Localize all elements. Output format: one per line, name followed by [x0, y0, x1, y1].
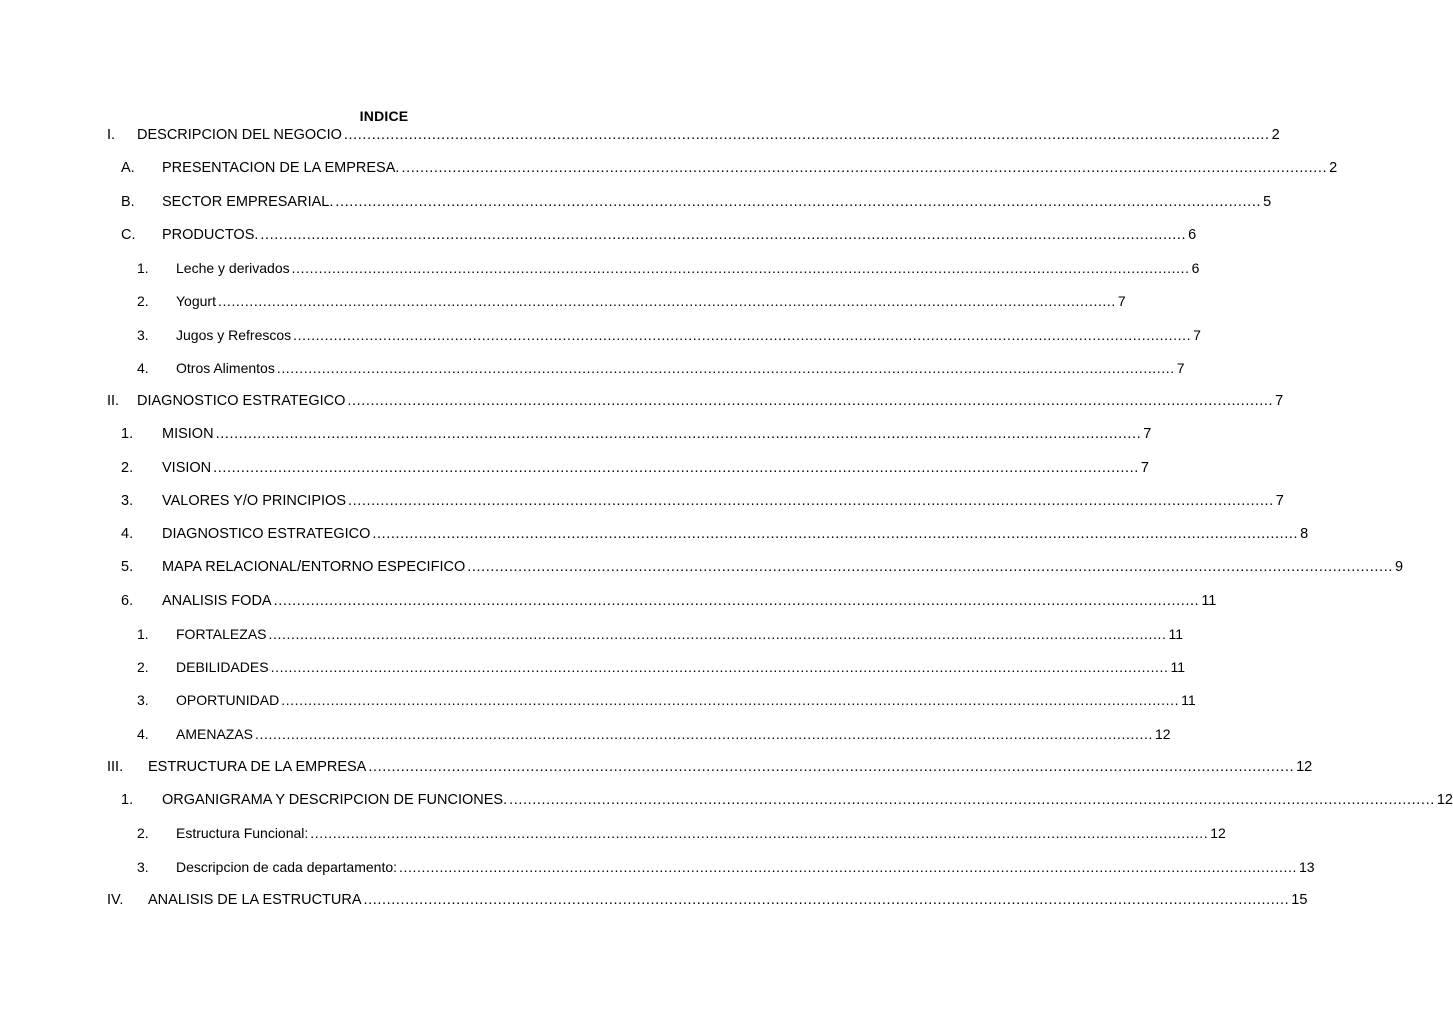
toc-entry[interactable] [121, 525, 1309, 543]
toc-leader-dots: ........................................................................................................................................................................................................ [213, 459, 1139, 476]
toc-entry[interactable] [137, 658, 1186, 676]
toc-entry-text: Otros Alimentos [176, 359, 275, 376]
toc-page-number: 2 [1329, 160, 1338, 177]
toc-entry[interactable] [107, 891, 1308, 909]
toc-leader-dots: ........................................................................................................................................................................................................ [372, 526, 1299, 542]
toc-entry-text: PRESENTACION DE LA EMPRESA. [162, 160, 400, 177]
toc-entry-text: ESTRUCTURA DE LA EMPRESA [148, 758, 367, 775]
toc-leader-dots: ........................................................................................................................................................................................................ [268, 625, 1167, 642]
toc-entry-number: 3. [137, 326, 149, 343]
toc-entry-text: Jugos y Refrescos [176, 326, 292, 343]
toc-page-number: 8 [1300, 526, 1309, 542]
toc-entry-number: 2. [137, 659, 149, 675]
toc-entry[interactable] [137, 292, 1126, 310]
toc-page-number: 7 [1117, 293, 1126, 310]
toc-entry[interactable] [121, 459, 1149, 477]
toc-entry-number: 2. [121, 459, 134, 476]
toc-page-number: 11 [1201, 592, 1217, 609]
toc-entry-number: 1. [137, 260, 149, 276]
toc-page-number: 7 [1143, 426, 1152, 443]
toc-entry-text: DIAGNOSTICO ESTRATEGICO [137, 393, 346, 409]
toc-entry-text: MISION [162, 426, 214, 443]
toc-entry[interactable] [121, 791, 1453, 809]
toc-entry[interactable] [107, 126, 1280, 144]
toc-entry-number: 3. [137, 858, 149, 875]
toc-entry-number: 5. [121, 559, 134, 576]
toc-entry-number: C. [121, 226, 136, 243]
toc-leader-dots: ........................................................................................................................................................................................................ [335, 193, 1262, 210]
toc-entry-number: 2. [137, 825, 149, 842]
toc-entry[interactable] [137, 725, 1171, 743]
toc-entry-number: 3. [137, 692, 149, 709]
toc-entry-text: DESCRIPCION DEL NEGOCIO [137, 127, 342, 143]
toc-entry-text: ORGANIGRAMA Y DESCRIPCION DE FUNCIONES. [162, 792, 508, 808]
toc-entry-number: B. [121, 193, 135, 210]
toc-entry-text: Descripcion de cada departamento: [176, 858, 398, 875]
toc-leader-dots: ........................................................................................................................................................................................................ [347, 393, 1274, 409]
toc-entry[interactable] [121, 425, 1152, 443]
toc-leader-dots: ........................................................................................................................................................................................................ [343, 127, 1270, 143]
toc-leader-dots: ........................................................................................................................................................................................................ [467, 559, 1393, 576]
toc-page-number: 6 [1188, 226, 1197, 243]
toc-leader-dots: ........................................................................................................................................................................................................ [509, 792, 1435, 808]
toc-page-number: 11 [1170, 659, 1186, 675]
toc-leader-dots: ........................................................................................................................................................................................................ [293, 326, 1192, 343]
toc-entry[interactable] [107, 392, 1284, 410]
toc-entry-number: 3. [121, 492, 134, 509]
toc-entry-number: 4. [121, 526, 134, 542]
toc-page-number: 12 [1296, 758, 1313, 775]
toc-entry-number: II. [107, 393, 120, 409]
toc-entry-text: PRODUCTOS. [162, 226, 259, 243]
toc-leader-dots: ........................................................................................................................................................................................................ [217, 293, 1116, 310]
toc-leader-dots: ........................................................................................................................................................................................................ [363, 891, 1290, 908]
toc-leader-dots: ........................................................................................................................................................................................................ [368, 758, 1295, 775]
toc-entry-number: 1. [121, 792, 134, 808]
toc-entry-number: 1. [137, 625, 149, 642]
toc-entry[interactable] [137, 259, 1200, 277]
toc-entry[interactable] [137, 858, 1315, 876]
toc-leader-dots: ........................................................................................................................................................................................................ [401, 160, 1328, 177]
toc-entry-text: Estructura Funcional: [176, 825, 309, 842]
toc-page-number: 7 [1140, 459, 1149, 476]
toc-leader-dots: ........................................................................................................................................................................................................ [215, 426, 1142, 443]
toc-entry-text: ANALISIS FODA [162, 592, 272, 609]
toc-page-number: 12 [1436, 792, 1453, 808]
toc-page-number: 7 [1193, 326, 1201, 343]
toc-title: INDICE [359, 108, 409, 124]
toc-entry[interactable] [137, 359, 1185, 377]
toc-leader-dots: ........................................................................................................................................................................................................ [310, 825, 1209, 842]
toc-entry-text: DEBILIDADES [176, 659, 269, 675]
toc-page-number: 12 [1210, 825, 1226, 842]
toc-entry-text: MAPA RELACIONAL/ENTORNO ESPECIFICO [162, 559, 466, 576]
toc-leader-dots: ........................................................................................................................................................................................................ [273, 592, 1200, 609]
toc-entry[interactable] [107, 758, 1313, 776]
toc-entry[interactable] [121, 159, 1338, 177]
toc-entry-number: 6. [121, 592, 134, 609]
toc-entry-number: I. [107, 127, 116, 143]
toc-page-number: 7 [1275, 492, 1284, 509]
toc-page-number: 11 [1168, 625, 1183, 642]
toc-page-number: 7 [1275, 393, 1284, 409]
toc-entry[interactable] [121, 592, 1217, 610]
toc-page-number: 6 [1191, 260, 1200, 276]
toc-entry[interactable] [121, 492, 1284, 510]
toc-entry[interactable] [137, 326, 1201, 344]
toc-page-number: 5 [1263, 193, 1272, 210]
toc-leader-dots: ........................................................................................................................................................................................................ [399, 858, 1297, 875]
toc-entry[interactable] [137, 625, 1183, 643]
toc-entry-number: IV. [107, 891, 124, 908]
toc-leader-dots: ........................................................................................................................................................................................................ [270, 659, 1169, 675]
toc-entry-number: 2. [137, 293, 149, 310]
toc-entry-text: Leche y derivados [176, 260, 290, 276]
toc-entry-text: VALORES Y/O PRINCIPIOS [162, 492, 346, 509]
toc-entry-text: OPORTUNIDAD [176, 692, 280, 709]
toc-entry-number: 4. [137, 725, 149, 742]
toc-entry[interactable] [137, 691, 1196, 709]
toc-entry-text: Yogurt [176, 293, 216, 310]
toc-leader-dots: ........................................................................................................................................................................................................ [260, 226, 1187, 243]
toc-page-number: 9 [1394, 559, 1404, 576]
toc-page-number: 12 [1154, 725, 1171, 742]
toc-entry[interactable] [137, 824, 1226, 842]
toc-entry-number: III. [107, 758, 124, 775]
toc-entry-text: AMENAZAS [176, 725, 254, 742]
toc-page-number: 15 [1291, 891, 1308, 908]
toc-page-number: 2 [1271, 127, 1280, 143]
toc-entry-text: FORTALEZAS [176, 625, 267, 642]
toc-entry[interactable] [121, 193, 1272, 211]
toc-entry-text: DIAGNOSTICO ESTRATEGICO [162, 526, 371, 542]
toc-entry-text: SECTOR EMPRESARIAL. [162, 193, 334, 210]
toc-entry[interactable] [121, 226, 1197, 244]
toc-page-number: 13 [1298, 858, 1315, 875]
toc-entry-number: A. [121, 160, 135, 177]
toc-leader-dots: ........................................................................................................................................................................................................ [348, 492, 1274, 509]
toc-entry-text: ANALISIS DE LA ESTRUCTURA [148, 891, 362, 908]
toc-leader-dots: ........................................................................................................................................................................................................ [281, 692, 1180, 709]
toc-page-number: 11 [1181, 692, 1196, 709]
toc-leader-dots: ........................................................................................................................................................................................................ [291, 260, 1190, 276]
toc-entry-text: VISION [162, 459, 212, 476]
toc-leader-dots: ........................................................................................................................................................................................................ [276, 359, 1175, 376]
toc-entry[interactable] [121, 558, 1404, 576]
toc-entry-number: 4. [137, 359, 149, 376]
toc-page-number: 7 [1176, 359, 1185, 376]
toc-entry-number: 1. [121, 426, 134, 443]
toc-leader-dots: ........................................................................................................................................................................................................ [255, 725, 1153, 742]
